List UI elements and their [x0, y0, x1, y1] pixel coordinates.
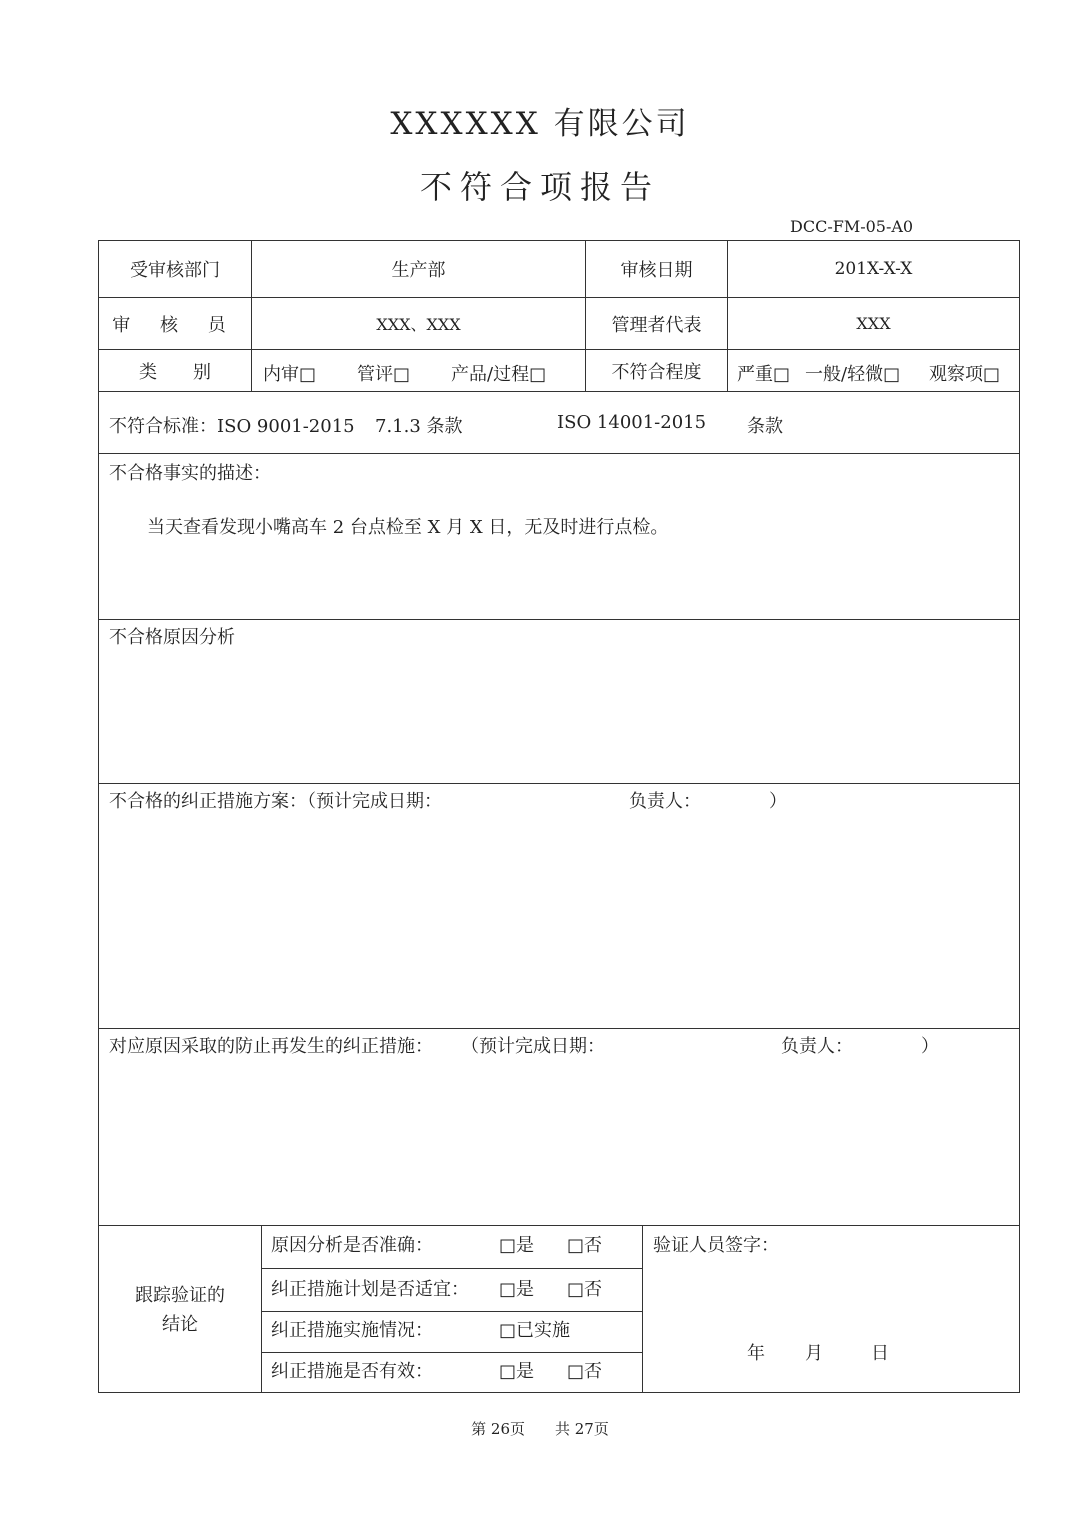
option-product-process[interactable]: 产品/过程□	[451, 364, 547, 385]
question-effective: 纠正措施是否有效：	[271, 1361, 433, 1382]
q1-no-checkbox[interactable]: □否	[567, 1235, 603, 1256]
row-divider	[261, 1311, 642, 1312]
option-internal-audit[interactable]: 内审□	[263, 364, 317, 385]
option-serious[interactable]: 严重□	[737, 364, 791, 385]
category-label: 类 别	[139, 361, 211, 383]
cause-analysis-label: 不合格原因分析	[109, 627, 235, 648]
row-divider	[261, 1352, 642, 1353]
correction-plan-label: 不合格的纠正措施方案：（预计完成日期：	[109, 791, 442, 812]
column-divider	[261, 1225, 262, 1393]
q2-no-checkbox[interactable]: □否	[567, 1279, 603, 1300]
document-number: DCC-FM-05-A0	[790, 217, 914, 236]
column-divider	[642, 1225, 643, 1393]
prevention-owner-label: 负责人：	[781, 1036, 853, 1057]
degree-label: 不符合程度	[611, 361, 702, 383]
row-divider	[99, 391, 1019, 392]
q3-implemented-checkbox[interactable]: □已实施	[499, 1320, 571, 1341]
verification-label-line2: 结论	[162, 1313, 198, 1335]
question-plan-suitable: 纠正措施计划是否适宜：	[271, 1279, 469, 1300]
row-divider	[99, 783, 1019, 784]
facts-label: 不合格事实的描述：	[109, 463, 271, 484]
q4-yes-checkbox[interactable]: □是	[499, 1361, 535, 1382]
correction-owner-label: 负责人：	[629, 791, 701, 812]
auditor-label: 审 核 员	[112, 314, 238, 336]
verifier-signature-label: 验证人员签字：	[653, 1235, 779, 1256]
q1-yes-checkbox[interactable]: □是	[499, 1235, 535, 1256]
standard-iso14001: ISO 14001-2015	[557, 412, 707, 433]
question-implementation: 纠正措施实施情况：	[271, 1320, 433, 1341]
company-name: XXXXXX 有限公司	[390, 106, 690, 142]
audit-date-value: 201X-X-X	[834, 259, 913, 279]
facts-content: 当天查看发现小嘴高车 2 台点检至 X 月 X 日，无及时进行点检。	[147, 517, 669, 538]
option-management-review[interactable]: 管评□	[357, 364, 411, 385]
q4-no-checkbox[interactable]: □否	[567, 1361, 603, 1382]
standard-label: 不符合标准：ISO 9001-2015	[109, 416, 355, 437]
standard-clause-9001: 7.1.3 条款	[375, 416, 463, 437]
verification-section-label	[99, 1226, 261, 1393]
report-title: 不符合项报告	[419, 168, 660, 206]
sign-day-label: 日	[871, 1343, 889, 1364]
question-cause-accurate: 原因分析是否准确：	[271, 1235, 433, 1256]
standard-clause-14001: 条款	[747, 416, 783, 437]
sign-year-label: 年	[747, 1343, 765, 1364]
row-divider	[99, 453, 1019, 454]
correction-close-paren: ）	[769, 791, 787, 812]
report-form	[98, 240, 1020, 1393]
mgmt-rep-value: XXX	[856, 314, 891, 333]
option-observation[interactable]: 观察项□	[929, 364, 1001, 385]
q2-yes-checkbox[interactable]: □是	[499, 1279, 535, 1300]
auditor-value: XXX、XXX	[376, 315, 461, 334]
page-number: 第 26页 共 27页	[471, 1420, 609, 1438]
row-divider	[261, 1268, 642, 1269]
prevention-close-paren: ）	[921, 1036, 939, 1057]
prevention-date-label: （预计完成日期：	[461, 1036, 605, 1057]
row-divider	[99, 1028, 1019, 1029]
option-general-minor[interactable]: 一般/轻微□	[805, 364, 901, 385]
row-divider	[99, 619, 1019, 620]
dept-value: 生产部	[391, 260, 446, 281]
prevention-label: 对应原因采取的防止再发生的纠正措施：	[109, 1036, 433, 1057]
audit-date-label: 审核日期	[620, 260, 693, 281]
mgmt-rep-label: 管理者代表	[611, 314, 702, 336]
verification-label-line1: 跟踪验证的	[135, 1284, 225, 1306]
dept-label: 受审核部门	[130, 260, 220, 281]
sign-month-label: 月	[805, 1343, 823, 1364]
